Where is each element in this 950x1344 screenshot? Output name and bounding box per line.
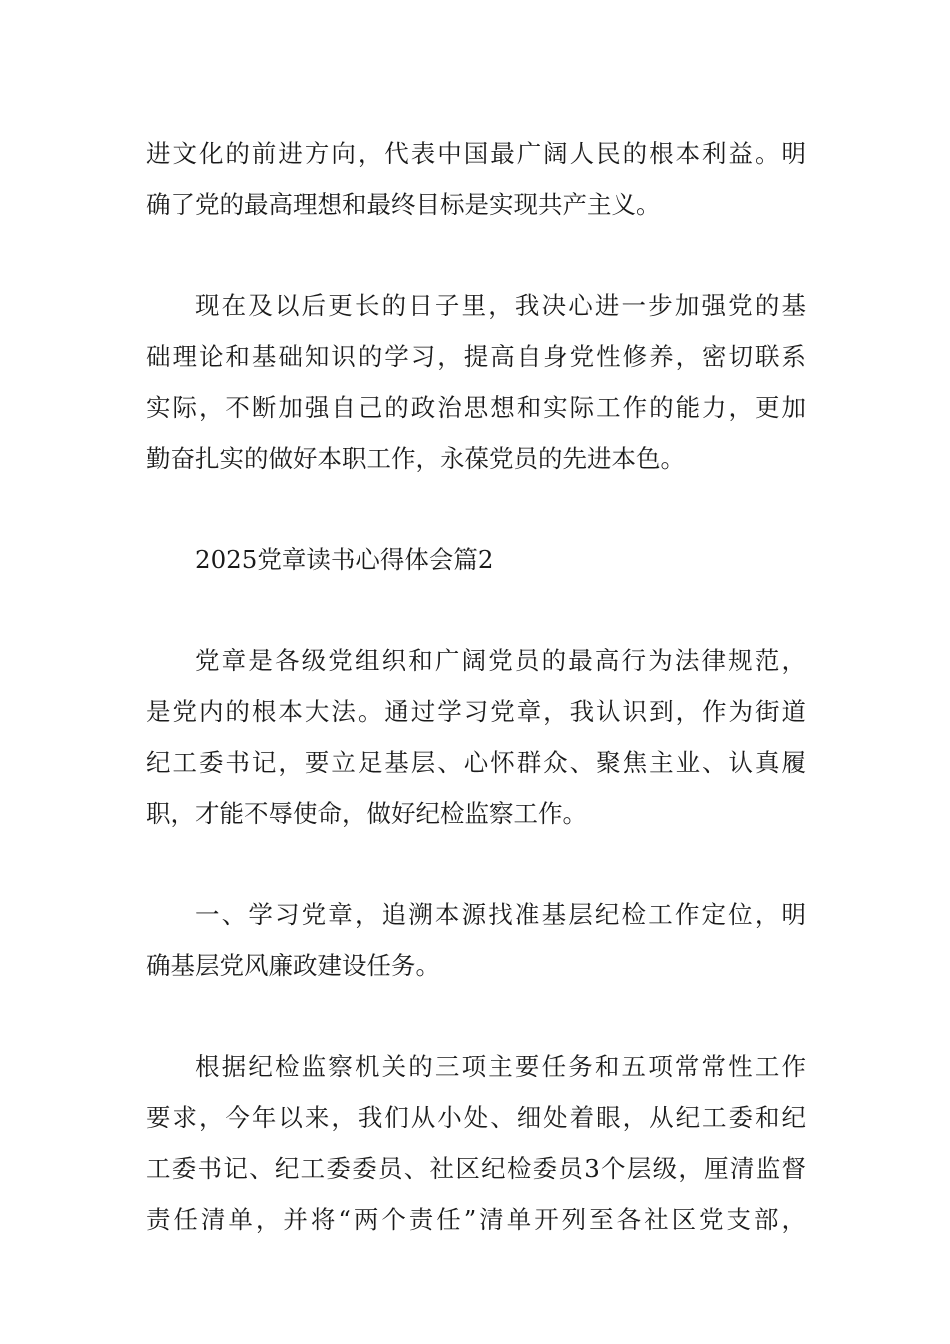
text-line: 责任清单，并将“两个责任”清单开列至各社区党支部， [146,1205,806,1234]
heading-text: 2025党章读书心得体会篇2 [195,545,494,574]
paragraph-1 [146,128,806,230]
text-line: 一、学习党章，追溯本源找准基层纪检工作定位，明 [195,900,806,929]
text-line: 进文化的前进方向，代表中国最广阔人民的根本利益。明 [146,139,806,168]
text-line: 实际，不断加强自己的政治思想和实际工作的能力，更加 [146,393,806,422]
paragraph-4 [146,889,806,991]
document-page [146,128,806,1245]
text-line: 工委书记、纪工委委员、社区纪检委员3个层级，厘清监督 [146,1154,806,1183]
section-heading [146,534,806,585]
paragraph-3 [146,635,806,839]
text-line: 勤奋扎实的做好本职工作，永葆党员的先进本色。 [146,444,685,473]
paragraph-5 [146,1041,806,1245]
paragraph-gap [146,484,806,534]
text-line: 确了党的最高理想和最终目标是实现共产主义。 [146,190,661,219]
text-line: 是党内的根本大法。通过学习党章，我认识到，作为街道 [146,697,806,726]
text-line: 要求，今年以来，我们从小处、细处着眼，从纪工委和纪 [146,1103,806,1132]
paragraph-gap [146,585,806,635]
text-line: 职，才能不辱使命，做好纪检监察工作。 [146,799,587,828]
paragraph-gap [146,230,806,280]
paragraph-gap [146,839,806,889]
text-line: 础理论和基础知识的学习，提高自身党性修养，密切联系 [146,342,806,371]
text-line: 根据纪检监察机关的三项主要任务和五项常常性工作 [195,1052,806,1081]
paragraph-gap [146,991,806,1041]
paragraph-2 [146,280,806,484]
text-line: 党章是各级党组织和广阔党员的最高行为法律规范， [195,646,806,675]
text-line: 纪工委书记，要立足基层、心怀群众、聚焦主业、认真履 [146,748,806,777]
text-line: 现在及以后更长的日子里，我决心进一步加强党的基 [195,291,806,320]
text-line: 确基层党风廉政建设任务。 [146,951,440,980]
